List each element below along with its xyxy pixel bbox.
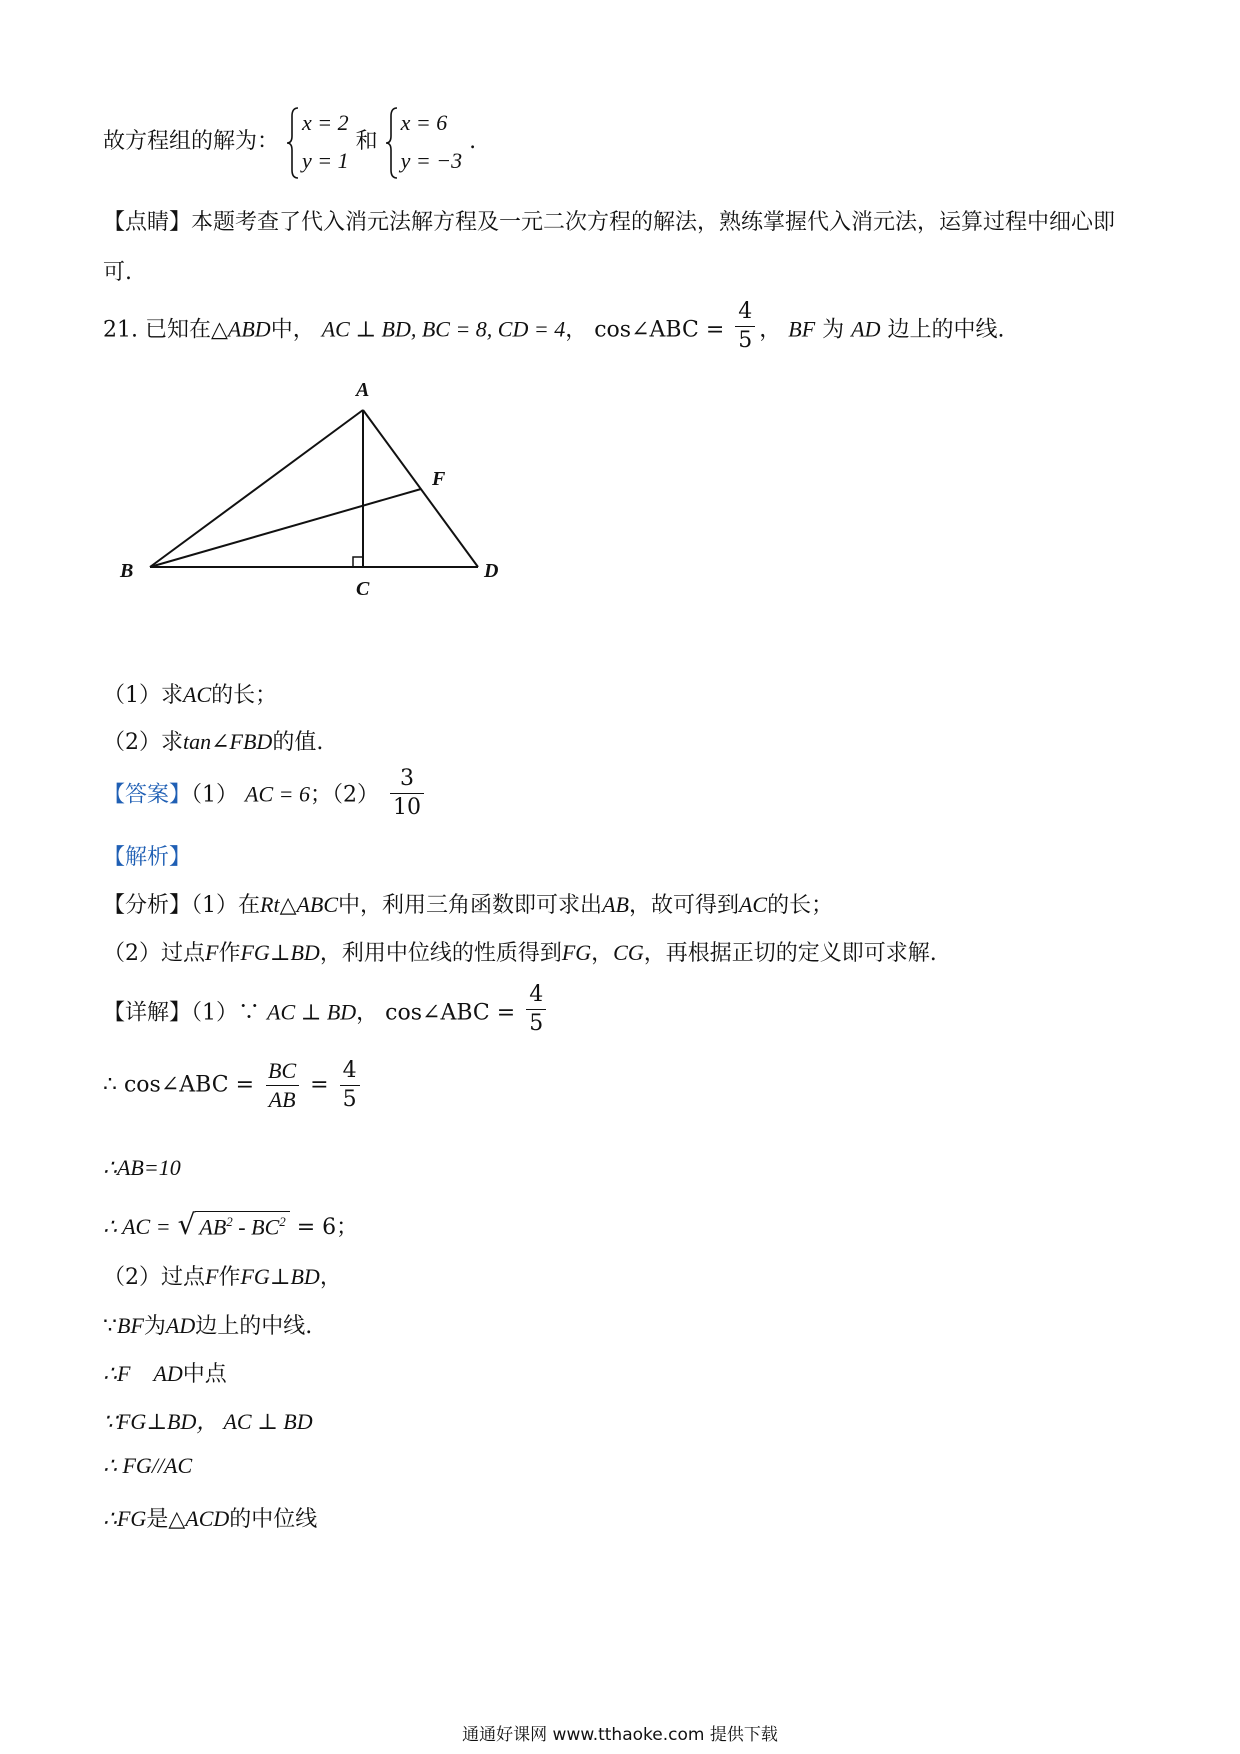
analysis-math: FG — [561, 940, 592, 965]
analysis-text: ，故可得到 — [628, 893, 739, 918]
fraction-numerator: 4 — [529, 982, 544, 1007]
label-b: B — [120, 560, 134, 582]
detail-math: ∵FG⊥BD， — [103, 1409, 219, 1434]
detail-fraction — [526, 984, 546, 1035]
solution-line — [103, 104, 476, 180]
detail-math: ∴F — [103, 1361, 131, 1386]
detail-line-9: ∴ FG//AC — [103, 1453, 193, 1478]
comment-text-1: 本题考查了代入消元法解方程及一元二次方程的解法，熟练掌握代入消元法，运算过程中细心即 — [191, 210, 1116, 235]
detail-line-10 — [103, 1502, 317, 1533]
answer-eq: AC = 6 — [245, 781, 310, 807]
analysis-math: AB — [602, 892, 629, 917]
sqrt-radicand — [195, 1211, 289, 1240]
analysis-math: F — [205, 940, 219, 965]
detail-text: 的中位线 — [229, 1507, 318, 1532]
detail-text: ∵ — [103, 1314, 117, 1339]
detail-math: BF — [117, 1313, 144, 1338]
brace-icon — [385, 106, 399, 180]
detail-math: △ACD — [168, 1506, 230, 1531]
detail-line-6 — [103, 1309, 312, 1340]
detail-text: （1）∵ — [191, 1000, 261, 1026]
answer-fraction — [390, 768, 424, 819]
problem-triangle: △ABD — [211, 316, 271, 342]
analysis-text: 中，利用三角函数即可求出 — [338, 893, 603, 918]
problem-text: 中， — [270, 317, 315, 343]
analysis-text: （2）过点 — [103, 941, 205, 966]
detail-math: AD — [153, 1361, 183, 1386]
detail-math: = — [310, 1072, 329, 1098]
detail-math: = 6； — [296, 1215, 359, 1240]
question-text: 的长； — [211, 683, 278, 708]
problem-bf: BF — [788, 316, 816, 342]
question-text: （1）求 — [103, 683, 183, 708]
question-1 — [103, 678, 277, 709]
label-a: A — [356, 379, 370, 401]
detail-math: AC ⊥ BD — [223, 1409, 313, 1434]
analysis-text: 作 — [218, 941, 241, 966]
system-2 — [385, 104, 462, 180]
detail-line-3: ∴AB=10 — [103, 1155, 181, 1180]
problem-text: ， — [565, 317, 588, 343]
analysis-math: FG⊥BD — [240, 940, 320, 965]
detail-line-4 — [103, 1208, 358, 1241]
question-expr: tan∠FBD — [183, 729, 273, 754]
detail-math: ∴ cos∠ABC = — [103, 1072, 255, 1098]
detail-text: 边上的中线. — [195, 1314, 313, 1339]
detail-text: 是 — [146, 1507, 169, 1532]
answer-tag: 【答案】 — [103, 782, 192, 808]
detail-math: AD — [165, 1313, 196, 1338]
triangle-figure — [110, 370, 510, 610]
system-1-line-2: y = 1 — [302, 148, 349, 173]
sqrt-expression — [178, 1208, 290, 1241]
segment-bf — [150, 489, 421, 567]
fraction-numerator: BC — [268, 1058, 297, 1083]
problem-text: 为 — [822, 317, 845, 343]
detail-text: 为 — [143, 1314, 166, 1339]
analysis-line-2 — [103, 936, 937, 967]
problem-text: 边上的中线. — [887, 317, 1005, 343]
label-c: C — [356, 578, 370, 600]
sqrt-icon: √ — [177, 1208, 196, 1241]
detail-math: F — [205, 1264, 219, 1289]
analysis-text: ， — [591, 941, 614, 966]
fraction-denominator: AB — [266, 1085, 299, 1111]
fraction-denominator: 5 — [340, 1085, 360, 1111]
system-2-line-1: x = 6 — [400, 110, 448, 135]
detail-math: FG⊥BD — [240, 1264, 320, 1289]
detail-fraction-bc-ab — [265, 1060, 299, 1111]
detail-text: 作 — [218, 1265, 241, 1290]
fraction-numerator: 4 — [342, 1058, 357, 1083]
analysis-text: ，利用中位线的性质得到 — [319, 941, 562, 966]
label-d: D — [484, 560, 499, 582]
page-footer: 通通好课网 www.tthaoke.com 提供下载 — [462, 1725, 778, 1745]
analysis-text: ，再根据正切的定义即可求解. — [643, 941, 937, 966]
detail-line-2 — [103, 1060, 364, 1111]
problem-text: 已知在 — [145, 317, 212, 343]
exponent: 2 — [279, 1213, 286, 1229]
comment-line-2: 可. — [103, 260, 132, 285]
detail-tag: 【详解】 — [103, 1000, 192, 1026]
detail-line-7 — [103, 1357, 227, 1388]
detail-math: - — [232, 1214, 252, 1239]
answer-text: ；（2） — [309, 782, 379, 808]
analysis-math: CG — [613, 940, 644, 965]
system-1-line-1: x = 2 — [302, 110, 349, 135]
problem-number: 21. — [103, 317, 138, 343]
comment-line-1 — [103, 205, 1115, 236]
system-2-line-2: y = −3 — [400, 148, 463, 173]
brace-icon — [286, 106, 300, 180]
detail-fraction-4-5 — [340, 1060, 360, 1111]
problem-ad: AD — [851, 316, 881, 342]
question-var: AC — [183, 682, 212, 707]
label-f: F — [432, 468, 446, 490]
detail-text: ， — [356, 1000, 379, 1026]
analysis-text: 的长； — [767, 893, 834, 918]
answer-text: （1） — [191, 782, 239, 808]
question-2 — [103, 725, 323, 756]
detail-text: 中点 — [182, 1362, 227, 1387]
detail-math: BC — [251, 1214, 280, 1239]
answer-line — [103, 766, 428, 821]
analysis-math: AC — [738, 892, 768, 917]
analysis-line-1 — [103, 888, 833, 919]
fraction-denominator: 5 — [735, 326, 755, 352]
detail-text: （2）过点 — [103, 1265, 205, 1290]
detail-math: AC ⊥ BD — [267, 999, 357, 1025]
analysis-math: Rt△ABC — [260, 892, 339, 917]
exponent: 2 — [226, 1213, 233, 1229]
system-1 — [286, 104, 349, 180]
problem-statement — [103, 299, 1005, 356]
analysis-sub-tag: 【分析】 — [103, 893, 192, 918]
solution-connector: 和 — [355, 129, 378, 154]
problem-condition: AC ⊥ BD, BC = 8, CD = 4 — [321, 316, 566, 342]
comment-tag: 【点睛】 — [103, 210, 192, 235]
fraction-denominator: 5 — [526, 1009, 546, 1035]
detail-math: cos∠ABC = — [385, 1000, 516, 1026]
problem-fraction — [735, 301, 755, 352]
fraction-denominator: 10 — [390, 793, 424, 819]
detail-line-5 — [103, 1260, 342, 1291]
segment-ab — [150, 410, 363, 567]
detail-line-8 — [103, 1405, 313, 1436]
analysis-text: （1）在 — [191, 893, 261, 918]
right-angle-icon — [353, 557, 363, 567]
detail-math: AB — [199, 1214, 227, 1239]
detail-line-1 — [103, 982, 550, 1039]
problem-cos: cos∠ABC = — [594, 317, 725, 343]
detail-math: ∴FG — [103, 1506, 147, 1531]
fraction-numerator: 3 — [399, 766, 414, 791]
problem-text: ， — [759, 317, 782, 343]
solution-end: . — [469, 129, 477, 154]
detail-math: ∴ AC = — [103, 1214, 171, 1239]
solution-intro: 故方程组的解为： — [103, 129, 280, 154]
analysis-tag: 【解析】 — [103, 845, 192, 870]
fraction-numerator: 4 — [738, 299, 753, 324]
question-text: 的值. — [272, 730, 324, 755]
detail-text: ， — [319, 1265, 342, 1290]
question-text: （2）求 — [103, 730, 183, 755]
